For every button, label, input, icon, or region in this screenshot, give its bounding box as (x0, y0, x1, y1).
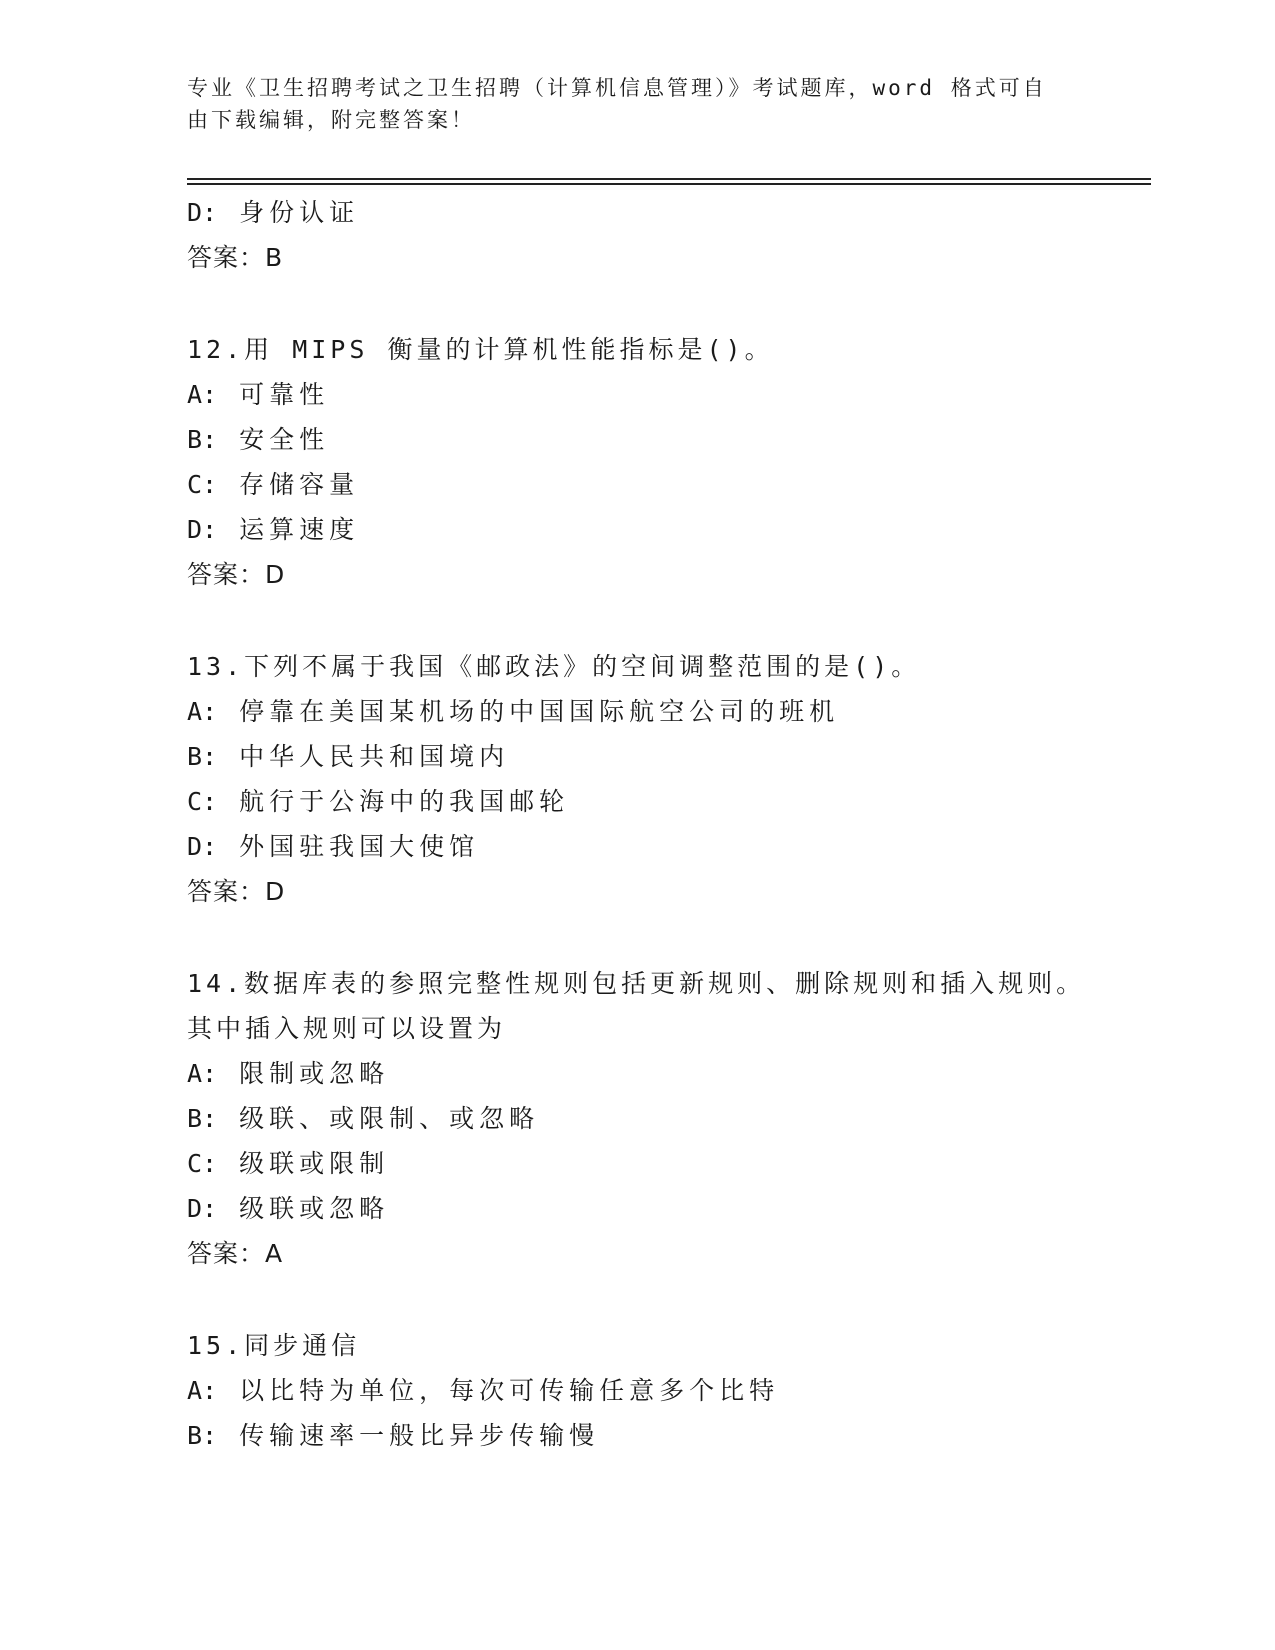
option-key: B: (187, 1104, 218, 1133)
option-a (187, 1368, 1127, 1413)
option-text: 停靠在美国某机场的中国国际航空公司的班机 (239, 697, 840, 726)
answer: 答案：B (187, 243, 284, 272)
option-text: 航行于公海中的我国邮轮 (239, 787, 570, 816)
answer: 答案：D (187, 877, 286, 906)
option-key: B: (187, 1421, 218, 1450)
option-key: A: (187, 697, 218, 726)
option-text: 传输速率一般比异步传输慢 (239, 1421, 600, 1450)
answer: 答案：D (187, 560, 286, 589)
question-title: 12.用 MIPS 衡量的计算机性能指标是()。 (187, 335, 774, 364)
option-key: D: (187, 1194, 218, 1223)
header-divider-bottom (187, 183, 1151, 185)
option-text: 级联、或限制、或忽略 (239, 1104, 540, 1133)
header-divider-top (187, 178, 1151, 180)
option-text: 中华人民共和国境内 (239, 742, 510, 771)
option-b (187, 417, 1127, 462)
answer: 答案：A (187, 1239, 284, 1268)
option-key: A: (187, 1059, 218, 1088)
option-key: C: (187, 470, 218, 499)
option-text: 级联或忽略 (239, 1194, 390, 1223)
document-header (187, 72, 1067, 136)
option-text: 外国驻我国大使馆 (239, 832, 480, 861)
option-c (187, 779, 1127, 824)
option-text: 运算速度 (239, 515, 360, 544)
option-b (187, 734, 1127, 779)
option-a (187, 1051, 1127, 1096)
option-key: D: (187, 198, 218, 227)
option-b (187, 1096, 1127, 1141)
option-text: 可靠性 (239, 380, 330, 409)
option-d (187, 507, 1127, 552)
question-title: 15.同步通信 (187, 1331, 361, 1360)
option-key: B: (187, 425, 218, 454)
header-line-2: 由下载编辑，附完整答案！ (187, 108, 475, 132)
question-title: 13.下列不属于我国《邮政法》的空间调整范围的是()。 (187, 652, 921, 681)
option-d (187, 1186, 1127, 1231)
question-title-line-1: 14.数据库表的参照完整性规则包括更新规则、删除规则和插入规则。 (187, 969, 1086, 998)
option-text: 存储容量 (239, 470, 360, 499)
option-key: C: (187, 787, 218, 816)
option-key: C: (187, 1149, 218, 1178)
option-d (187, 824, 1127, 869)
option-a (187, 372, 1127, 417)
option-c (187, 462, 1127, 507)
option-text: 级联或限制 (239, 1149, 390, 1178)
option-c (187, 1141, 1127, 1186)
question-title-line-2: 其中插入规则可以设置为 (187, 1014, 507, 1043)
option-key: D: (187, 515, 218, 544)
option-key: A: (187, 380, 218, 409)
question-list (187, 190, 1127, 1458)
header-line-1: 专业《卫生招聘考试之卫生招聘（计算机信息管理）》考试题库，word 格式可自 (187, 76, 1047, 100)
option-key: B: (187, 742, 218, 771)
option-text: 以比特为单位，每次可传输任意多个比特 (239, 1376, 780, 1405)
option-a (187, 689, 1127, 734)
option-d (187, 190, 1127, 235)
option-key: A: (187, 1376, 218, 1405)
option-key: D: (187, 832, 218, 861)
option-text: 限制或忽略 (239, 1059, 390, 1088)
option-b (187, 1413, 1127, 1458)
option-text: 安全性 (239, 425, 330, 454)
option-text: 身份认证 (239, 198, 360, 227)
